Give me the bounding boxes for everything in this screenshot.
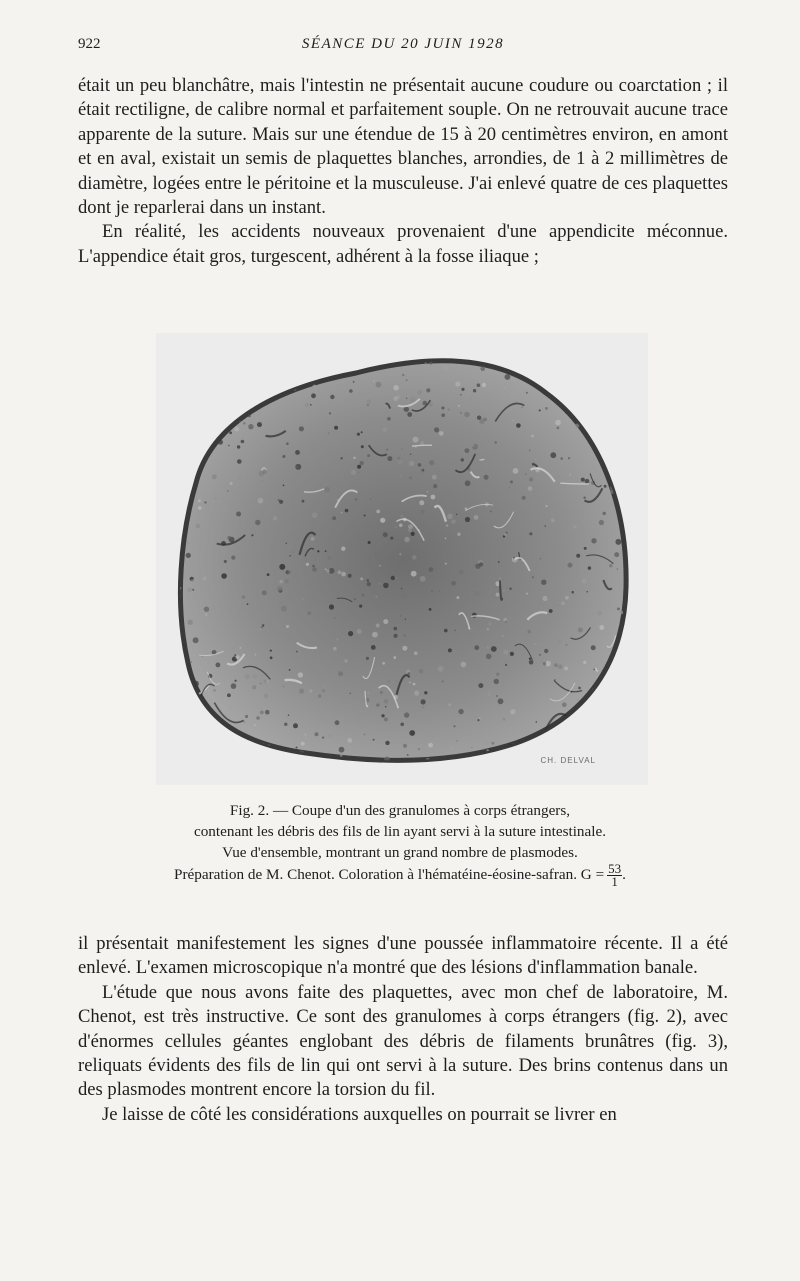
micrograph-image bbox=[156, 333, 648, 785]
caption-line: contenant les débris des fils de lin ayant servi à la suture intestinale. bbox=[193, 823, 607, 840]
paragraph: En réalité, les accidents nouveaux provenaient d'une appendicite méconnue. L'appendice était gros, turgescent, adhérent à la fosse iliaque ; bbox=[78, 221, 728, 267]
figure-caption bbox=[90, 800, 710, 888]
paragraph: était un peu blanchâtre, mais l'intestin ne présentait aucune coudure ou coarctation ; il était rectiligne, de calibre normal et parfaitement souple. On ne retrouvait aucune trace apparente de la suture. Mais sur une étendue de 15 à 20 centimètres environ, en amont et en aval, existait un semis de plaquettes blanches, arrondies, de 1 à 2 millimètres de diamètre, logées entre le péritoine et la musculeuse. J'ai enlevé quatre de ces plaquettes dont je reparlerai dans un instant. bbox=[78, 75, 728, 219]
paragraph: il présentait manifestement les signes d'une poussée inflammatoire récente. Il a été enlevé. L'examen microscopique n'a montré que des lésions d'inflammation banale. bbox=[78, 933, 728, 979]
running-title: SÉANCE DU 20 JUIN 1928 bbox=[301, 36, 505, 52]
caption-line: Vue d'ensemble, montrant un grand nombre de plasmodes. bbox=[222, 844, 578, 861]
body-text-top bbox=[78, 74, 728, 269]
magnification-numerator: 53 bbox=[608, 861, 622, 876]
magnification-fraction bbox=[607, 863, 622, 888]
engraver-signature: CH. DELVAL bbox=[540, 756, 596, 765]
caption-line: Préparation de M. Chenot. Coloration à l'hématéine-éosine-safran. G = bbox=[174, 865, 605, 883]
paragraph: L'étude que nous avons faite des plaquettes, avec mon chef de laboratoire, M. Chenot, est très instructive. Ce sont des granulomes à corps étrangers (fig. 2), avec d'énormes cellules géantes englobant des débris de filaments brunâtres (fig. 3), reliquats évidents des fils de lin qui ont servi à la suture. Des brins contenus dans un des plasmodes montrent encore la torsion du fil. bbox=[78, 981, 728, 1101]
caption-line: Fig. 2. — Coupe d'un des granulomes à corps étrangers, bbox=[229, 802, 571, 819]
body-text-bottom bbox=[78, 932, 728, 1127]
magnification-denominator: 1 bbox=[611, 874, 618, 889]
caption-line-magnification: Préparation de M. Chenot. Coloration à l'hématéine-éosine-safran. G = $\frac{53}{1}$ . bbox=[174, 861, 626, 889]
figure-micrograph bbox=[156, 333, 648, 785]
page-header bbox=[78, 36, 728, 56]
paragraph: Je laisse de côté les considérations auxquelles on pourrait se livrer en bbox=[102, 1103, 617, 1125]
page-number: 922 bbox=[78, 36, 101, 52]
